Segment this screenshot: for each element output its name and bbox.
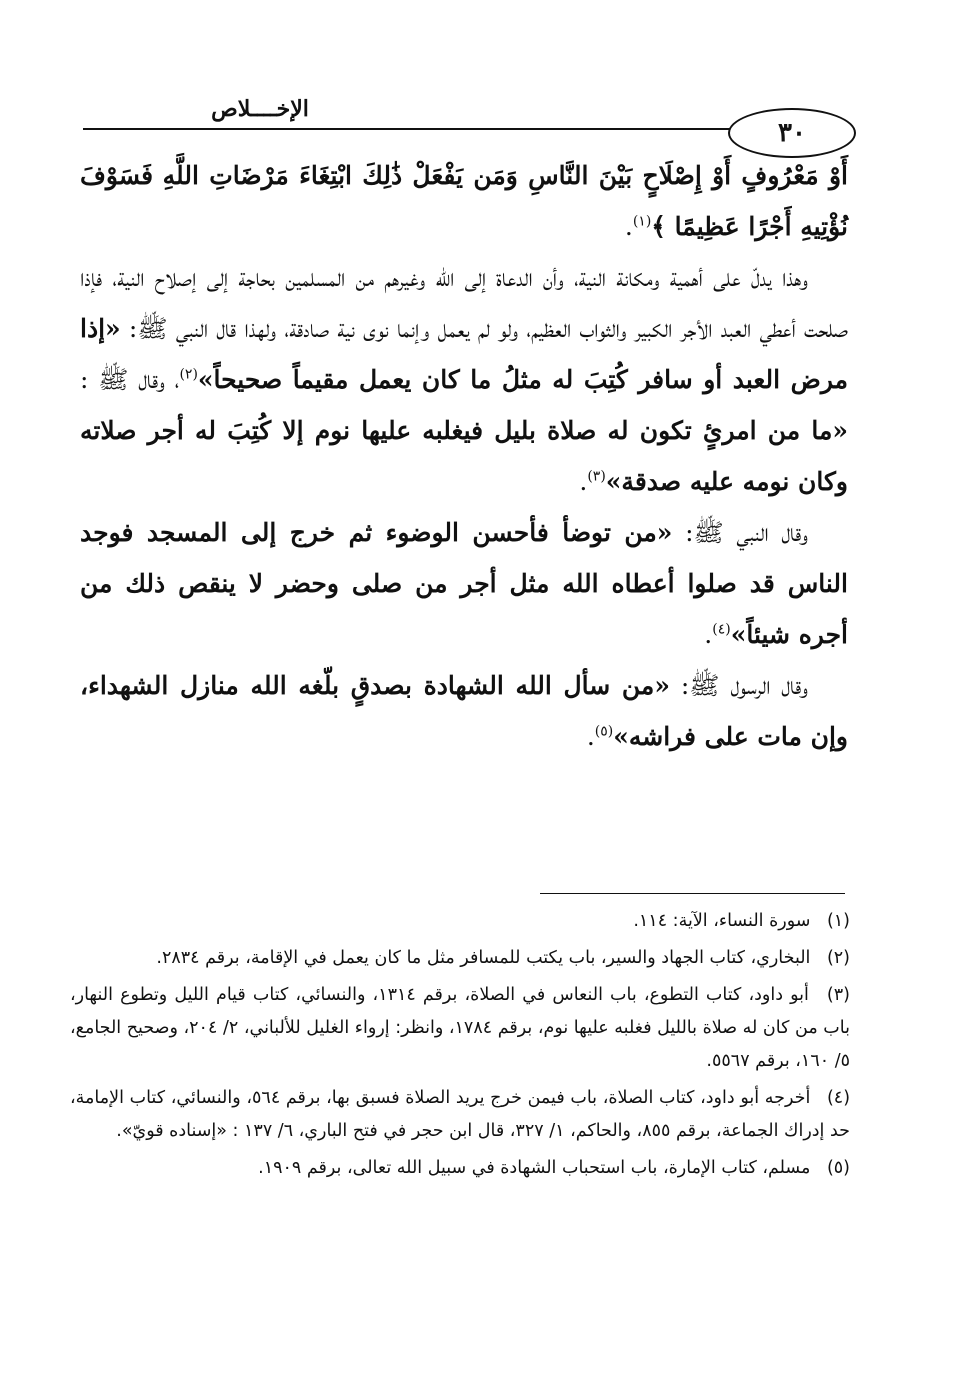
footnote-text: مسلم، كتاب الإمارة، باب استحباب الشهادة في سبيل الله تعالى، برقم ١٩٠٩.: [258, 1158, 811, 1178]
footnote-text: أبو داود، كتاب التطوع، باب النعاس في الصلاة، برقم ١٣١٤، والنسائي، كتاب قيام الليل وتطوع النهار، باب من كان له صلاة بالليل فغلبه عليها نوم، برقم ١٧٨٤، وانظر: إرواء الغليل للألباني، ٢/ ٢٠٤، وصحيح الجامع، ٥/ ١٦٠، برقم ٥٥٦٧.: [70, 985, 850, 1071]
hadith-4: «من سأل الله الشهادة بصدقٍ بلّغه الله منازل الشهداء، وإن مات على فراشه»: [80, 671, 848, 751]
footnote-ref-5: (٥): [594, 723, 614, 740]
footnote-text: سورة النساء، الآية: ١١٤.: [633, 911, 811, 931]
paragraph-1: وهذا يدلّ على أهمية ومكانة النية، وأن الدعاة إلى الله وغيرهم من المسلمين بحاجة إلى إصلاح النية، فإذا صلحت أعطي العبد الأجر الكبير والثواب العظيم، ولو لم يعمل وإنما نوى نية صادقة، ولهذا قال النبي ﷺ: «إذا مرض العبد أو سافر كُتِبَ له مثلُ ما كان يعمل مقيماً صحيحاً»$^{(٢)}$، وقال ﷺ : «ما من امرئٍ تكون له صلاة بليل فيغلبه عليها نوم إلا كُتِبَ له أجر صلاته وكان نومه عليه صدقة»$^{(٣)}$.: [80, 263, 848, 496]
paragraph-2-text: وقال النبي ﷺ:: [672, 518, 809, 547]
paragraph-3-text: وقال الرسول ﷺ:: [669, 671, 808, 700]
footnote-ref-4: (٤): [712, 621, 731, 638]
paragraph-3: وقال الرسول ﷺ: «من سأل الله الشهادة بصدقٍ بلّغه الله منازل الشهداء، وإن مات على فراشه»$^{(٥)}$.: [80, 671, 848, 751]
main-text: [80, 150, 848, 762]
footnote-text: البخاري، كتاب الجهاد والسير، باب يكتب للمسافر مثل ما كان يعمل في الإقامة، برقم ٢٨٣٤.: [156, 948, 811, 968]
footnote: [70, 942, 850, 975]
footnote-number: (٢): [826, 948, 850, 968]
hadith-1: «إذا مرض العبد أو سافر كُتِبَ له مثلُ ما كان يعمل مقيماً صحيحاً»: [80, 314, 848, 394]
footnotes: [70, 905, 850, 1189]
footnote-ref-1: (١): [632, 213, 652, 230]
footnote-number: (٥): [826, 1158, 850, 1178]
footnote: [70, 1082, 850, 1148]
footnote-number: (١): [826, 911, 850, 931]
quran-line-2: فَسَوْفَ نُؤْتِيهِ أَجْرًا عَظِيمًا ﴾: [80, 161, 848, 241]
hadith-3: «من توضأ فأحسن الوضوء ثم خرج إلى المسجد فوجد الناس قد صلوا أعطاه الله مثل أجر من صلى وحضر لا ينقص ذلك من أجره شيئاً»: [80, 518, 848, 649]
footnote-ref-3: (٣): [587, 468, 606, 485]
page-number-text: ٣٠: [778, 118, 806, 148]
quran-verse: أَوْ مَعْرُوفٍ أَوْ إِصْلَاحٍ بَيْنَ النَّاسِ وَمَن يَفْعَلْ ذَٰلِكَ ابْتِغَاءَ مَرْضَاتِ اللَّهِ فَسَوْفَ نُؤْتِيهِ أَجْرًا عَظِيمًا ﴾$^{(١)}$.: [80, 161, 848, 241]
footnote-ref-2: (٢): [179, 366, 198, 383]
footnote-number: (٤): [826, 1088, 851, 1108]
paragraph-2: وقال النبي ﷺ: «من توضأ فأحسن الوضوء ثم خرج إلى المسجد فوجد الناس قد صلوا أعطاه الله مثل أجر من صلى وحضر لا ينقص ذلك من أجره شيئاً»$^{(٤)}$.: [80, 518, 848, 649]
quran-line-1: أَوْ مَعْرُوفٍ أَوْ إِصْلَاحٍ بَيْنَ النَّاسِ وَمَن يَفْعَلْ ذَٰلِكَ ابْتِغَاءَ مَرْضَاتِ اللَّهِ: [162, 161, 848, 190]
footnote-text: أخرجه أبو داود، كتاب الصلاة، باب فيمن خرج يريد الصلاة فسبق بها، برقم ٥٦٤، والنسائي، كتاب الإمامة، حد إدراك الجماعة، برقم ٨٥٥، والحاكم، ١/ ٣٢٧، قال ابن حجر في فتح الباري، ٦/ ١٣٧ : «إسناده قويّ».: [70, 1088, 850, 1141]
footnote-separator: [540, 893, 845, 894]
hadith-2: «ما من امرئٍ تكون له صلاة بليل فيغلبه عليها نوم إلا كُتِبَ له أجر صلاته وكان نومه عليه صدقة»: [80, 416, 848, 496]
footnote: [70, 905, 850, 938]
paragraph-1b-text: ، وقال ﷺ :: [80, 365, 180, 394]
paragraph-1-text: وهذا يدلّ على أهمية ومكانة النية، وأن الدعاة إلى الله وغيرهم من المسلمين بحاجة إلى إصلاح النية، فإذا صلحت أعطي العبد الأجر الكبير والثواب العظيم، ولو لم يعمل وإنما نوى نية صادقة، ولهذا قال النبي ﷺ:: [80, 263, 848, 343]
footnote: [70, 979, 850, 1078]
footnote-number: (٣): [826, 985, 850, 1005]
footnote: [70, 1152, 850, 1185]
running-title: الإخــــلاص: [211, 96, 309, 122]
